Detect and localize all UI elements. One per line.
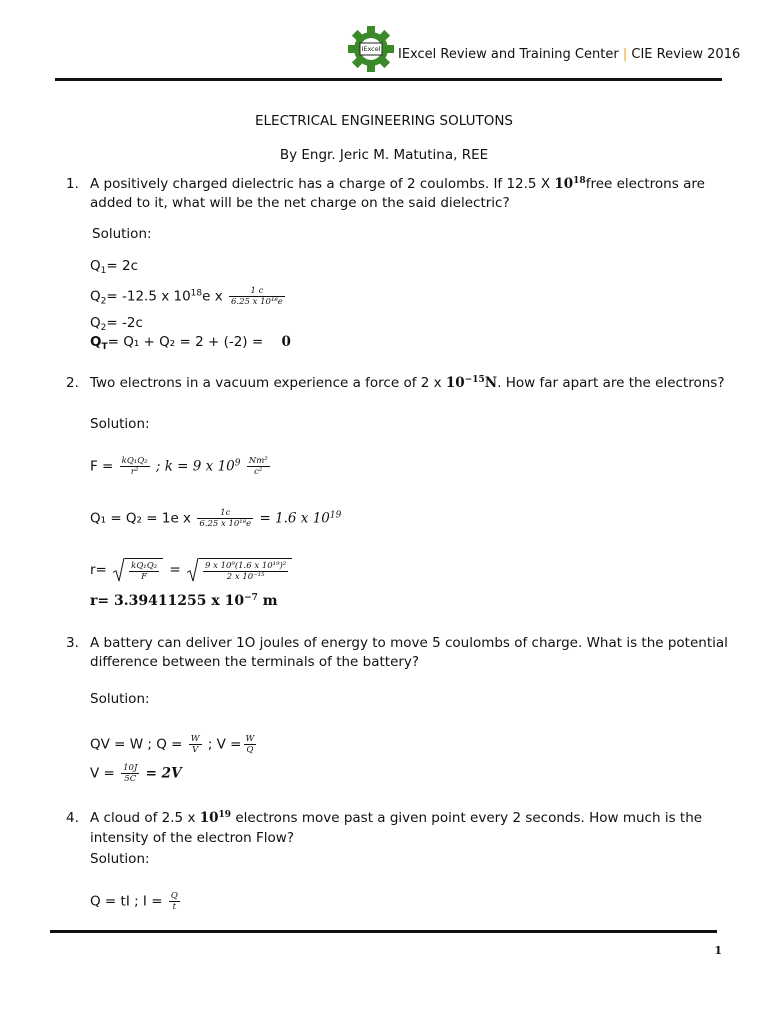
logo-text: IExcel [361, 45, 381, 53]
fraction: $\frac{Q}{t}$ [170, 891, 178, 912]
page-author: By Engr. Jeric M. Matutina, REE [279, 147, 489, 163]
fraction: $\frac{1c}{\text{6.25 x 10¹⁸e}}$ [199, 508, 252, 529]
problem-4-number: 4. [66, 810, 79, 826]
problem-1-step-4: $Q_T= Q_1 + Q_2 = 2 + (-2) = 0$ [90, 334, 291, 352]
problem-2-answer: r= 3.39411255 x $10^{-7}$ m [90, 593, 278, 609]
problem-3-solution-label: Solution: [90, 691, 150, 707]
radical-icon [187, 558, 199, 582]
fraction: $\frac{\text{Nm²}}{\text{c²}}$ [248, 456, 268, 477]
problem-2-number: 2. [66, 375, 79, 391]
problem-3-text-2: difference between the terminals of the battery? [90, 654, 420, 670]
problem-3-step-1: QV = W ; Q = $\frac{W}{V}$ ; V = $\frac{W}{Q}$ [90, 734, 255, 755]
problem-3-answer: = 2V [145, 765, 182, 782]
header-logo [346, 24, 396, 74]
square-root: $\frac{\text{kQ₁Q₂}}{F}$ [113, 558, 163, 582]
header-separator: | [622, 47, 628, 62]
problem-2-solution-label: Solution: [90, 416, 150, 432]
problem-2-text: Two electrons in a vacuum experience a force of 2 x $10^{-15}N$. How far apart are the electrons? [90, 375, 725, 391]
problem-2-step-distance: r= $\frac{\text{kQ₁Q₂}}{F}$ = $\frac{\text{9 x 10⁹(1.6 x 10¹⁹)²}}{\text{2 x 10⁻¹⁵}}$ [90, 558, 294, 582]
review-name: CIE Review 2016 [631, 47, 741, 62]
problem-1-step-1: $Q_1= 2c$ [90, 258, 138, 276]
problem-1-text: A positively charged dielectric has a charge of 2 coulombs. If 12.5 X $10^{18}free$ electrons are [90, 176, 705, 192]
page-title: ELECTRICAL ENGINEERING SOLUTONS [255, 113, 513, 129]
fraction: $\frac{\text{kQ₁Q₂}}{\text{r²}}$ [121, 456, 148, 477]
radical-icon [113, 558, 125, 582]
problem-1-answer: 0 [281, 334, 291, 350]
problem-1-step-3: $Q_2= -2c$ [90, 315, 143, 333]
fraction: $\frac{10J}{5C}$ [123, 763, 138, 784]
problem-1-solution-label: Solution: [92, 226, 152, 242]
problem-3-step-2: V = $\frac{10J}{5C}$ = 2V [90, 763, 182, 784]
problem-1-step-2: $Q_2= -12.5$ x $10^{18}e$ x $\frac{1 c}{\text{6.25 x 10¹⁸e}}$ [90, 286, 283, 307]
header-org [398, 46, 740, 64]
header-rule [55, 78, 722, 81]
problem-4-text-2: intensity of the electron Flow? [90, 830, 294, 846]
problem-4-step-1: Q = tI ; I = $\frac{Q}{t}$ [90, 891, 178, 912]
problem-2-step-charge: Q₁ = Q₂ = 1e x $\frac{1c}{\text{6.25 x 10¹⁸e}}$ = 1.6 x $10^{19}$ [90, 508, 342, 529]
fraction: $\frac{W}{V}$ [190, 734, 200, 755]
problem-2-step-force: F = $\frac{\text{kQ₁Q₂}}{\text{r²}}$ ; k = 9 x $10^9$ $\frac{\text{Nm²}}{\text{c²}}$ [90, 456, 268, 477]
fraction: $\frac{W}{Q}$ [245, 734, 255, 755]
fraction: $\frac{1 c}{\text{6.25 x 10¹⁸e}}$ [231, 286, 283, 307]
problem-1-number: 1. [66, 176, 79, 192]
square-root: $\frac{\text{9 x 10⁹(1.6 x 10¹⁹)²}}{\text{2 x 10⁻¹⁵}}$ [187, 558, 292, 582]
problem-3-text: A battery can deliver 1O joules of energy to move 5 coulombs of charge. What is the potential [90, 635, 728, 651]
problem-1-text-2: added to it, what will be the net charge on the said dielectric? [90, 195, 510, 211]
problem-4-text: A cloud of 2.5 x $10^{19}$ electrons move past a given point every 2 seconds. How much is the [90, 810, 703, 826]
footer-rule [50, 930, 717, 933]
org-name: IExcel Review and Training Center [398, 47, 619, 62]
page-number: 1 [714, 944, 722, 957]
problem-4-solution-label: Solution: [90, 851, 150, 867]
problem-3-number: 3. [66, 635, 79, 651]
